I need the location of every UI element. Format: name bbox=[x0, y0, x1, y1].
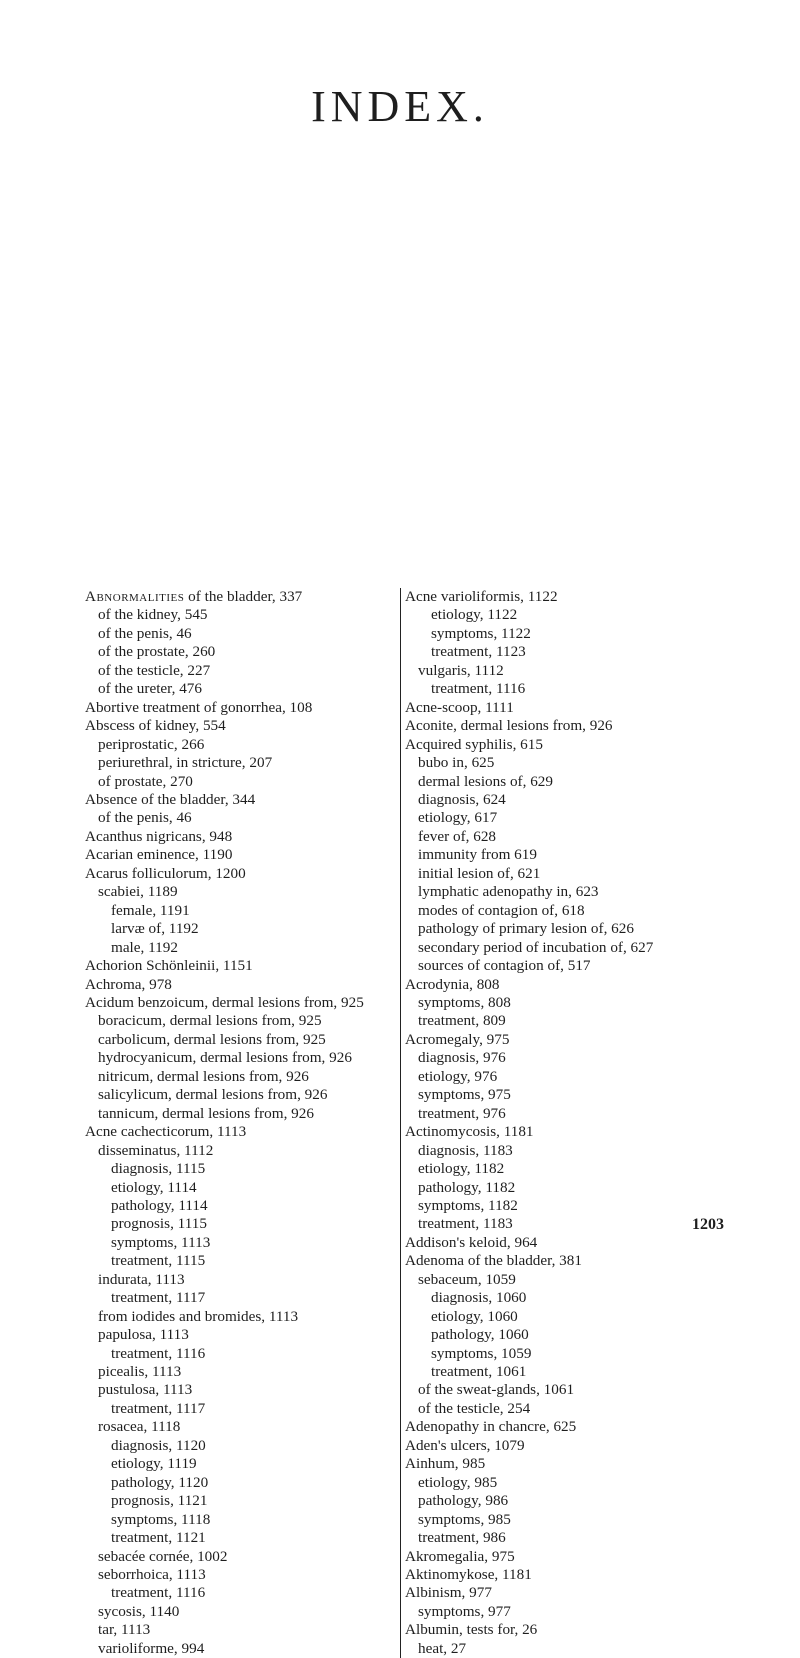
index-entry bbox=[85, 736, 405, 754]
index-entry bbox=[405, 1548, 735, 1566]
index-entry-text: of the bladder, 337 bbox=[184, 588, 303, 605]
index-entry bbox=[85, 902, 405, 920]
index-entry-text: bubo in, 625 bbox=[418, 754, 495, 772]
index-entry bbox=[405, 1566, 735, 1584]
index-entry bbox=[405, 1049, 735, 1067]
index-entry-lead: Abnormalities bbox=[85, 588, 185, 605]
page-title: INDEX. bbox=[311, 82, 489, 132]
index-entry-text: sycosis, 1140 bbox=[98, 1602, 180, 1620]
index-entry-text: pathology, 1060 bbox=[431, 1326, 529, 1344]
index-entry-text: Acne cachecticorum, 1113 bbox=[85, 1123, 247, 1141]
index-entry-text: treatment, 1117 bbox=[111, 1289, 206, 1307]
index-entry bbox=[85, 1234, 405, 1252]
index-entry bbox=[405, 1197, 735, 1215]
index-entry bbox=[85, 1326, 405, 1344]
index-entry bbox=[85, 939, 405, 957]
index-entry bbox=[405, 588, 735, 606]
index-entry bbox=[85, 846, 405, 864]
index-entry bbox=[405, 699, 735, 717]
index-entry bbox=[85, 625, 405, 643]
index-entry-text: heat, 27 bbox=[418, 1639, 467, 1657]
index-entry bbox=[85, 1160, 405, 1178]
index-entry bbox=[85, 588, 405, 606]
index-entry bbox=[405, 1400, 735, 1418]
index-entry bbox=[85, 1492, 405, 1510]
index-entry bbox=[85, 865, 405, 883]
index-entry-text: treatment, 1115 bbox=[111, 1252, 206, 1270]
index-entry bbox=[405, 662, 735, 680]
index-entry bbox=[85, 1123, 405, 1141]
index-entry-text: tar, 1113 bbox=[98, 1621, 151, 1639]
index-entry bbox=[405, 1179, 735, 1197]
index-entry-text: treatment, 986 bbox=[418, 1529, 506, 1547]
index-entry-text: sources of contagion of, 517 bbox=[418, 957, 591, 975]
index-entry bbox=[405, 1215, 735, 1233]
index-entry bbox=[85, 1215, 405, 1233]
index-entry bbox=[85, 920, 405, 938]
index-entry bbox=[85, 1548, 405, 1566]
index-entry-text: Absence of the bladder, 344 bbox=[85, 790, 256, 808]
index-entry bbox=[85, 1363, 405, 1381]
index-entry-text: etiology, 1182 bbox=[418, 1160, 505, 1178]
index-entry-text: seborrhoica, 1113 bbox=[98, 1566, 206, 1584]
index-entry bbox=[85, 957, 405, 975]
index-entry-text: nitricum, dermal lesions from, 926 bbox=[98, 1067, 309, 1085]
index-entry-text: Albumin, tests for, 26 bbox=[405, 1621, 538, 1639]
index-entry-text: treatment, 1116 bbox=[431, 680, 526, 698]
index-entry bbox=[405, 791, 735, 809]
index-entry bbox=[405, 1123, 735, 1141]
index-entry-text: etiology, 1060 bbox=[431, 1307, 518, 1325]
index-entry bbox=[85, 699, 405, 717]
index-entry bbox=[85, 791, 405, 809]
index-entry bbox=[405, 1105, 735, 1123]
index-entry bbox=[405, 773, 735, 791]
index-entry-text: from iodides and bromides, 1113 bbox=[98, 1307, 299, 1325]
index-entry-text: of the testicle, 254 bbox=[418, 1399, 531, 1417]
index-entry bbox=[405, 828, 735, 846]
index-entry-text: pathology, 1114 bbox=[111, 1196, 208, 1214]
index-entry-text: modes of contagion of, 618 bbox=[418, 901, 585, 919]
index-entry-text: diagnosis, 1060 bbox=[431, 1289, 527, 1307]
index-entry-text: symptoms, 1122 bbox=[431, 624, 531, 642]
index-entry bbox=[85, 1105, 405, 1123]
index-entry-text: of the ureter, 476 bbox=[98, 680, 202, 698]
index-entry-text: diagnosis, 1115 bbox=[111, 1160, 206, 1178]
index-entry-text: Achorion Schönleinii, 1151 bbox=[85, 957, 253, 975]
index-entry bbox=[405, 1455, 735, 1473]
index-entry-text: symptoms, 1059 bbox=[431, 1344, 532, 1362]
index-column-left bbox=[85, 588, 405, 1658]
index-entry bbox=[405, 1511, 735, 1529]
index-entry bbox=[85, 994, 405, 1012]
index-entry bbox=[405, 957, 735, 975]
index-entry-text: etiology, 617 bbox=[418, 809, 498, 827]
index-entry-text: boracicum, dermal lesions from, 925 bbox=[98, 1012, 322, 1030]
index-entry bbox=[405, 994, 735, 1012]
index-entry bbox=[405, 1068, 735, 1086]
index-entry-text: pathology, 1182 bbox=[418, 1178, 516, 1196]
index-entry-text: salicylicum, dermal lesions from, 926 bbox=[98, 1086, 328, 1104]
index-entry-text: Abscess of kidney, 554 bbox=[85, 717, 226, 735]
index-entry bbox=[85, 1511, 405, 1529]
index-entry bbox=[85, 1418, 405, 1436]
index-entry bbox=[405, 680, 735, 698]
index-entry bbox=[85, 1566, 405, 1584]
index-entry bbox=[405, 1345, 735, 1363]
index-entry bbox=[85, 1142, 405, 1160]
index-entry bbox=[405, 939, 735, 957]
index-entry-text: hydrocyanicum, dermal lesions from, 926 bbox=[98, 1049, 352, 1067]
index-entry-text: vulgaris, 1112 bbox=[418, 661, 504, 679]
index-entry bbox=[405, 736, 735, 754]
index-entry-text: indurata, 1113 bbox=[98, 1270, 185, 1288]
index-entry-text: Adenopathy in chancre, 625 bbox=[405, 1418, 577, 1436]
index-entry bbox=[85, 1640, 405, 1658]
index-entry bbox=[85, 1252, 405, 1270]
index-entry-text: diagnosis, 1120 bbox=[111, 1436, 206, 1454]
index-entry-text: Acquired syphilis, 615 bbox=[405, 735, 543, 753]
index-entry-text: Aden's ulcers, 1079 bbox=[405, 1436, 525, 1454]
index-entry-text: female, 1191 bbox=[111, 901, 190, 919]
index-entry bbox=[405, 717, 735, 735]
index-entry-text: etiology, 985 bbox=[418, 1473, 498, 1491]
index-entry bbox=[85, 1621, 405, 1639]
index-entry bbox=[85, 1584, 405, 1602]
index-entry bbox=[405, 1640, 735, 1658]
index-entry-text: treatment, 1061 bbox=[431, 1363, 527, 1381]
index-entry bbox=[405, 1326, 735, 1344]
index-entry-text: treatment, 1123 bbox=[431, 643, 526, 661]
index-entry bbox=[85, 1086, 405, 1104]
index-entry bbox=[405, 1363, 735, 1381]
index-entry bbox=[85, 1289, 405, 1307]
index-entry bbox=[85, 1197, 405, 1215]
index-entry-text: symptoms, 975 bbox=[418, 1086, 511, 1104]
index-entry bbox=[85, 1068, 405, 1086]
index-entry-text: treatment, 1116 bbox=[111, 1584, 206, 1602]
index-entry-text: scabiei, 1189 bbox=[98, 883, 178, 901]
index-entry bbox=[85, 680, 405, 698]
index-entry bbox=[85, 1381, 405, 1399]
index-column-right bbox=[400, 588, 735, 1658]
index-entry-text: diagnosis, 976 bbox=[418, 1049, 506, 1067]
index-entry bbox=[405, 1584, 735, 1602]
index-entry-text: of the penis, 46 bbox=[98, 624, 192, 642]
index-entry bbox=[85, 976, 405, 994]
index-entry bbox=[405, 920, 735, 938]
index-entry bbox=[405, 1381, 735, 1399]
index-entry bbox=[85, 1031, 405, 1049]
index-entry-text: picealis, 1113 bbox=[98, 1363, 182, 1381]
index-entry-text: Acromegaly, 975 bbox=[405, 1030, 510, 1048]
index-entry bbox=[85, 1271, 405, 1289]
index-entry-text: disseminatus, 1112 bbox=[98, 1141, 214, 1159]
index-entry bbox=[405, 1012, 735, 1030]
index-entry bbox=[85, 1437, 405, 1455]
index-entry bbox=[85, 662, 405, 680]
index-entry-text: treatment, 976 bbox=[418, 1104, 506, 1122]
index-entry-text: symptoms, 808 bbox=[418, 993, 511, 1011]
index-entry bbox=[405, 606, 735, 624]
index-entry-text: periurethral, in stricture, 207 bbox=[98, 754, 273, 772]
index-entry bbox=[405, 1437, 735, 1455]
index-entry-text: of prostate, 270 bbox=[98, 772, 193, 790]
index-entry bbox=[85, 1529, 405, 1547]
index-entry bbox=[405, 1621, 735, 1639]
index-entry-text: papulosa, 1113 bbox=[98, 1326, 189, 1344]
index-entry bbox=[405, 1529, 735, 1547]
index-entry bbox=[405, 1271, 735, 1289]
index-entry-text: symptoms, 985 bbox=[418, 1510, 511, 1528]
index-entry-text: Addison's keloid, 964 bbox=[405, 1233, 538, 1251]
index-entry bbox=[405, 1160, 735, 1178]
index-entry bbox=[405, 643, 735, 661]
index-entry-text: tannicum, dermal lesions from, 926 bbox=[98, 1104, 314, 1122]
index-entry-text: immunity from 619 bbox=[418, 846, 537, 864]
index-entry bbox=[405, 883, 735, 901]
index-entry-text: Acidum benzoicum, dermal lesions from, 925 bbox=[85, 993, 364, 1011]
index-entry-text: etiology, 1122 bbox=[431, 606, 518, 624]
index-entry bbox=[405, 625, 735, 643]
index-entry bbox=[85, 883, 405, 901]
index-entry-text: of the sweat-glands, 1061 bbox=[418, 1381, 575, 1399]
index-entry-text: pathology, 986 bbox=[418, 1492, 509, 1510]
index-entry bbox=[405, 846, 735, 864]
index-entry bbox=[405, 1603, 735, 1621]
index-entry-text: etiology, 1114 bbox=[111, 1178, 197, 1196]
index-entry bbox=[85, 1049, 405, 1067]
index-entry bbox=[85, 1179, 405, 1197]
index-entry-text: pathology, 1120 bbox=[111, 1473, 209, 1491]
index-entry bbox=[85, 1400, 405, 1418]
index-entry-text: Actinomycosis, 1181 bbox=[405, 1123, 534, 1141]
index-entry bbox=[85, 1308, 405, 1326]
index-entry bbox=[405, 1492, 735, 1510]
index-entry-text: male, 1192 bbox=[111, 938, 178, 956]
index-entry-text: initial lesion of, 621 bbox=[418, 864, 541, 882]
index-entry-text: etiology, 1119 bbox=[111, 1455, 197, 1473]
index-entry-text: diagnosis, 1183 bbox=[418, 1141, 513, 1159]
index-entry-text: Aktinomykose, 1181 bbox=[405, 1566, 532, 1584]
index-entry-text: periprostatic, 266 bbox=[98, 735, 205, 753]
index-entry-text: Acrodynia, 808 bbox=[405, 975, 500, 993]
index-entry bbox=[405, 1289, 735, 1307]
index-entry-text: symptoms, 1113 bbox=[111, 1233, 211, 1251]
index-entry bbox=[405, 902, 735, 920]
index-entry bbox=[85, 1012, 405, 1030]
index-entry-text: carbolicum, dermal lesions from, 925 bbox=[98, 1030, 326, 1048]
index-entry-text: symptoms, 1182 bbox=[418, 1196, 518, 1214]
index-entry bbox=[405, 1474, 735, 1492]
index-entry-text: fever of, 628 bbox=[418, 827, 497, 845]
index-entry-text: Ainhum, 985 bbox=[405, 1455, 486, 1473]
index-entry bbox=[85, 828, 405, 846]
index-entry-text: Akromegalia, 975 bbox=[405, 1547, 515, 1565]
index-entry-text: diagnosis, 624 bbox=[418, 790, 506, 808]
index-entry bbox=[405, 1418, 735, 1436]
index-entry-text: secondary period of incubation of, 627 bbox=[418, 938, 654, 956]
index-entry-text: pathology of primary lesion of, 626 bbox=[418, 920, 634, 938]
index-entry-text: Adenoma of the bladder, 381 bbox=[405, 1252, 582, 1270]
index-entry bbox=[85, 717, 405, 735]
index-entry bbox=[85, 1345, 405, 1363]
index-entry-text: of the penis, 46 bbox=[98, 809, 192, 827]
index-entry-text: Albinism, 977 bbox=[405, 1584, 492, 1602]
index-entry-text: Acarus folliculorum, 1200 bbox=[85, 864, 246, 882]
index-entry bbox=[85, 773, 405, 791]
index-entry-text: Achroma, 978 bbox=[85, 975, 172, 993]
index-entry bbox=[405, 1142, 735, 1160]
index-entry bbox=[85, 643, 405, 661]
index-entry-text: lymphatic adenopathy in, 623 bbox=[418, 883, 599, 901]
index-entry-text: symptoms, 1118 bbox=[111, 1510, 211, 1528]
index-entry bbox=[405, 1234, 735, 1252]
index-entry-text: treatment, 1121 bbox=[111, 1529, 206, 1547]
index-entry bbox=[405, 1086, 735, 1104]
index-entry-text: Acne-scoop, 1111 bbox=[405, 698, 514, 716]
index-entry bbox=[85, 1603, 405, 1621]
index-entry-text: larvæ of, 1192 bbox=[111, 920, 199, 938]
index-entry-text: treatment, 1117 bbox=[111, 1399, 206, 1417]
page-number: 1203 bbox=[692, 1216, 724, 1233]
index-entry bbox=[85, 1474, 405, 1492]
index-entry-text: prognosis, 1115 bbox=[111, 1215, 207, 1233]
index-entry-text: of the prostate, 260 bbox=[98, 643, 216, 661]
index-entry-text: treatment, 1183 bbox=[418, 1215, 513, 1233]
index-entry-text: Acarian eminence, 1190 bbox=[85, 846, 233, 864]
index-entry-text: sebacée cornée, 1002 bbox=[98, 1547, 228, 1565]
index-entry-text: treatment, 1116 bbox=[111, 1344, 206, 1362]
index-entry bbox=[85, 809, 405, 827]
index-entry-text: dermal lesions of, 629 bbox=[418, 772, 553, 790]
index-entry-text: varioliforme, 994 bbox=[98, 1639, 205, 1657]
index-entry bbox=[405, 865, 735, 883]
index-entry-text: Acanthus nigricans, 948 bbox=[85, 827, 233, 845]
index-entry bbox=[405, 1252, 735, 1270]
index-entry-text: Abortive treatment of gonorrhea, 108 bbox=[85, 698, 313, 716]
index-entry-text: of the testicle, 227 bbox=[98, 661, 211, 679]
index-entry-text: Aconite, dermal lesions from, 926 bbox=[405, 717, 613, 735]
index-entry-text: sebaceum, 1059 bbox=[418, 1270, 516, 1288]
index-entry-text: of the kidney, 545 bbox=[98, 606, 208, 624]
index-entry-text: etiology, 976 bbox=[418, 1067, 498, 1085]
index-entry bbox=[85, 754, 405, 772]
index-entry bbox=[405, 754, 735, 772]
index-entry-text: pustulosa, 1113 bbox=[98, 1381, 193, 1399]
index-entry-text: Acne varioliformis, 1122 bbox=[405, 588, 558, 605]
index-entry-text: rosacea, 1118 bbox=[98, 1418, 181, 1436]
index-entry-text: treatment, 809 bbox=[418, 1012, 506, 1030]
index-entry bbox=[405, 809, 735, 827]
index-entry bbox=[405, 1031, 735, 1049]
index-entry bbox=[85, 1455, 405, 1473]
index-entry-text: symptoms, 977 bbox=[418, 1602, 511, 1620]
index-entry bbox=[405, 1308, 735, 1326]
index-entry bbox=[405, 976, 735, 994]
index-entry-text: prognosis, 1121 bbox=[111, 1492, 208, 1510]
index-entry bbox=[85, 606, 405, 624]
